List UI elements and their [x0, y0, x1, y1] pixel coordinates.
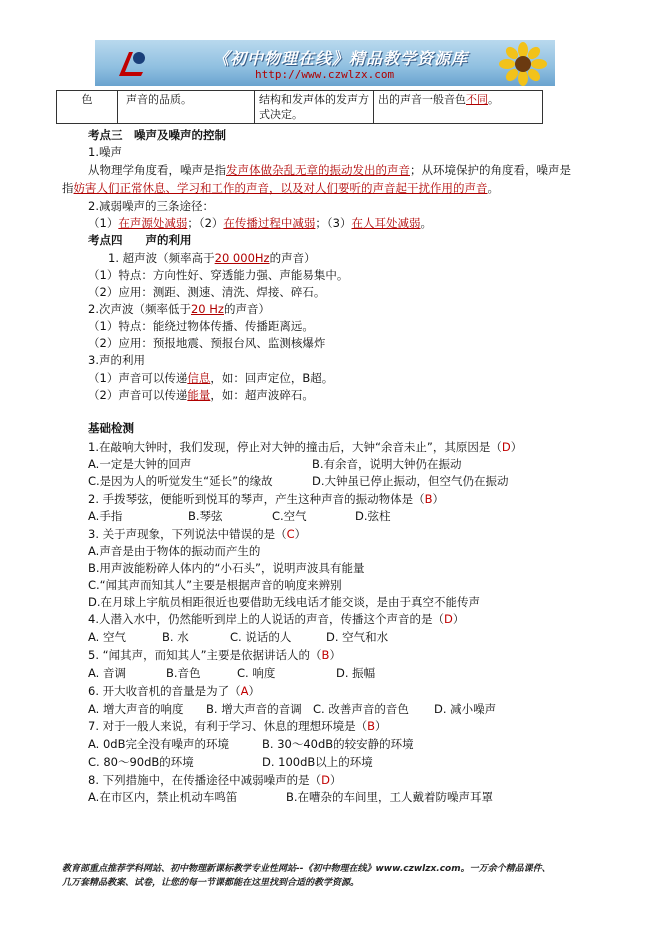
- option: A.手指: [88, 509, 123, 523]
- text: ）: [452, 612, 465, 626]
- header-banner: [95, 40, 555, 86]
- text: 。: [420, 216, 432, 230]
- question: [88, 772, 342, 788]
- text: ）: [329, 648, 341, 662]
- option: B.在嘈杂的车间里，工人戴着防噪声耳罩: [286, 790, 494, 804]
- text: 3. 关于声现象，下列说法中错误的是（: [88, 527, 287, 541]
- option: C.“闻其声而知其人”主要是根据声音的响度来辨别: [88, 578, 342, 592]
- paragraph-line: 3.声的利用: [88, 353, 145, 367]
- text: 4.人潜入水中，仍然能听到岸上的人说话的声音，传播这个声音的是（: [88, 612, 444, 626]
- site-logo-icon: [115, 48, 149, 80]
- text: 2. 手拨琴弦，便能听到悦耳的琴声，产生这种声音的振动物体是（: [88, 492, 425, 506]
- text: 5. “闻其声，而知其人”主要是依据讲话人的（: [88, 648, 322, 662]
- option: C.空气: [272, 509, 307, 523]
- sunflower-icon: [497, 42, 549, 86]
- text: ）: [330, 773, 342, 787]
- paragraph-title: 2.减弱噪声的三条途径：: [88, 199, 214, 213]
- table-cell-text: 。: [488, 93, 499, 106]
- section-heading: 考点三 噪声及噪声的控制: [88, 128, 226, 142]
- question: [88, 611, 464, 627]
- text: （2）声音可以传递: [88, 388, 188, 402]
- text: 8. 下列措施中，在传播途径中减弱噪声的是（: [88, 773, 322, 787]
- text: ，如：超声波碎石。: [210, 388, 314, 402]
- table-cell: 色: [57, 91, 118, 124]
- option: B. 水: [162, 630, 189, 644]
- option: B.用声波能粉碎人体内的“小石头”，说明声波具有能量: [88, 561, 365, 575]
- answer-blank: 妨害人们正常休息、学习和工作的声音，以及对人们要听的声音起干扰作用的声音: [73, 181, 488, 195]
- answer-blank: 在声源处减弱: [118, 216, 188, 230]
- paragraph-line: （1）特点：能绕过物体传播、传播距离远。: [88, 319, 314, 333]
- option: B. 30～40dB的较安静的环境: [262, 737, 414, 751]
- answer-blank: 不同: [466, 93, 488, 106]
- text: 7. 对于一般人来说，有利于学习、休息的理想环境是（: [88, 719, 368, 733]
- option: D.在月球上宇航员相距很近也要借助无线电话才能交谈，是由于真空不能传声: [88, 595, 481, 609]
- answer: B: [424, 492, 433, 506]
- option: B.音色: [166, 666, 201, 680]
- section-heading: 考点四 声的利用: [88, 233, 192, 247]
- answer: D: [321, 773, 330, 787]
- paragraph-line: （2）应用：预报地震、预报台风、监测核爆炸: [88, 336, 326, 350]
- text: ）: [510, 440, 523, 454]
- text: ；从环境保护的角度看，噪声是: [410, 163, 571, 177]
- option: D.弦柱: [355, 509, 391, 523]
- page-footer: [62, 862, 622, 890]
- paragraph-line: [62, 180, 499, 196]
- option: C. 改善声音的音色: [313, 702, 409, 716]
- text: 指: [62, 181, 74, 195]
- text: ；（2）: [187, 216, 224, 230]
- answer-blank: 20 Hz: [190, 302, 224, 316]
- answer-blank: 在传播过程中减弱: [223, 216, 316, 230]
- option: A.一定是大钟的回声: [88, 457, 192, 471]
- answer-blank: 在人耳处减弱: [351, 216, 421, 230]
- option: C. 响度: [237, 666, 276, 680]
- question: [88, 718, 387, 734]
- text: ；（3）: [315, 216, 352, 230]
- paragraph-line: （1）特点：方向性好、穿透能力强、声能易集中。: [88, 268, 349, 282]
- text: 。: [487, 181, 499, 195]
- answer-blank: 信息: [187, 371, 211, 385]
- text: 1.在敲响大钟时，我们发现，停止对大钟的撞击后，大钟“余音未止”，其原因是（: [88, 440, 502, 454]
- section-heading: 基础检测: [88, 421, 134, 435]
- text: 从物理学角度看，噪声是指: [88, 163, 226, 177]
- option: B. 增大声音的音调: [206, 702, 302, 716]
- option: A. 空气: [88, 630, 126, 644]
- question: [88, 683, 260, 699]
- footer-line: 几万套精品教案、试卷，让您的每一节课都能在这里找到合适的教学资源。: [62, 878, 360, 888]
- option: A. 音调: [88, 666, 126, 680]
- answer: D: [501, 440, 511, 454]
- paragraph-title: 1.噪声: [88, 145, 122, 159]
- paragraph-line: [88, 162, 571, 178]
- paragraph-line: [108, 250, 316, 266]
- answer: B: [321, 648, 330, 662]
- text: 的声音）: [223, 302, 270, 316]
- table-cell: 结构和发声体的发声方式决定。: [255, 91, 374, 124]
- answer-blank: 发声体做杂乱无章的振动发出的声音: [226, 163, 410, 177]
- option: D. 减小噪声: [434, 702, 497, 716]
- table-row: [57, 91, 543, 124]
- option: A. 0dB完全没有噪声的环境: [88, 737, 229, 751]
- paragraph-line: [88, 301, 270, 317]
- text: 的声音）: [269, 251, 316, 265]
- paragraph-line: [88, 370, 333, 386]
- option: B.琴弦: [188, 509, 223, 523]
- option: C. 80～90dB的环境: [88, 755, 194, 769]
- answer-blank: 能量: [187, 388, 211, 402]
- text: ，如：回声定位，B超。: [210, 371, 334, 385]
- text: 6. 开大收音机的音量是为了（: [88, 684, 241, 698]
- option: B.有余音，说明大钟仍在振动: [312, 457, 462, 471]
- option: A. 增大声音的响度: [88, 702, 184, 716]
- text: ）: [294, 527, 307, 541]
- text: 2.次声波（频率低于: [88, 302, 191, 316]
- option: D.大钟虽已停止振动，但空气仍在振动: [312, 474, 509, 488]
- table-cell: [374, 91, 543, 124]
- paragraph-line: （2）应用：测距、测速、清洗、焊接、碎石。: [88, 285, 326, 299]
- question: [88, 491, 444, 507]
- text: （1）声音可以传递: [88, 371, 188, 385]
- answer-blank: 20 000Hz: [214, 251, 270, 265]
- answer: B: [367, 719, 376, 733]
- option: D. 100dB以上的环境: [262, 755, 373, 769]
- text: ）: [375, 719, 387, 733]
- table-cell-text: 出的声音一般音色: [378, 93, 466, 106]
- banner-url[interactable]: http://www.czwlzx.com: [255, 68, 395, 81]
- option: A.在市区内，禁止机动车鸣笛: [88, 790, 238, 804]
- footer-line: 教育部重点推荐学科网站、初中物理新课标教学专业性网站--《初中物理在线》www.czwlzx.com。一万余个精品课件、: [62, 864, 551, 874]
- answer: C: [286, 527, 295, 541]
- option: A.声音是由于物体的振动而产生的: [88, 544, 261, 558]
- option: D. 空气和水: [326, 630, 389, 644]
- banner-title: 《初中物理在线》精品教学资源库: [213, 49, 469, 68]
- answer: D: [443, 612, 453, 626]
- text: ）: [432, 492, 445, 506]
- table-cell: [118, 91, 255, 124]
- question: [88, 439, 522, 455]
- table-fragment: [56, 90, 543, 124]
- question: [88, 647, 341, 663]
- paragraph-line: [88, 387, 314, 403]
- option: C. 说话的人: [230, 630, 292, 644]
- answer: A: [240, 684, 249, 698]
- question: [88, 526, 306, 542]
- paragraph-line: [88, 215, 432, 231]
- option: D. 振幅: [336, 666, 376, 680]
- text: ）: [248, 684, 261, 698]
- table-cell-text: 声音的品质。: [126, 93, 192, 106]
- text: （1）: [88, 216, 119, 230]
- option: C.是因为人的听觉发生“延长”的缘故: [88, 474, 273, 488]
- text: 1. 超声波（频率高于: [108, 251, 215, 265]
